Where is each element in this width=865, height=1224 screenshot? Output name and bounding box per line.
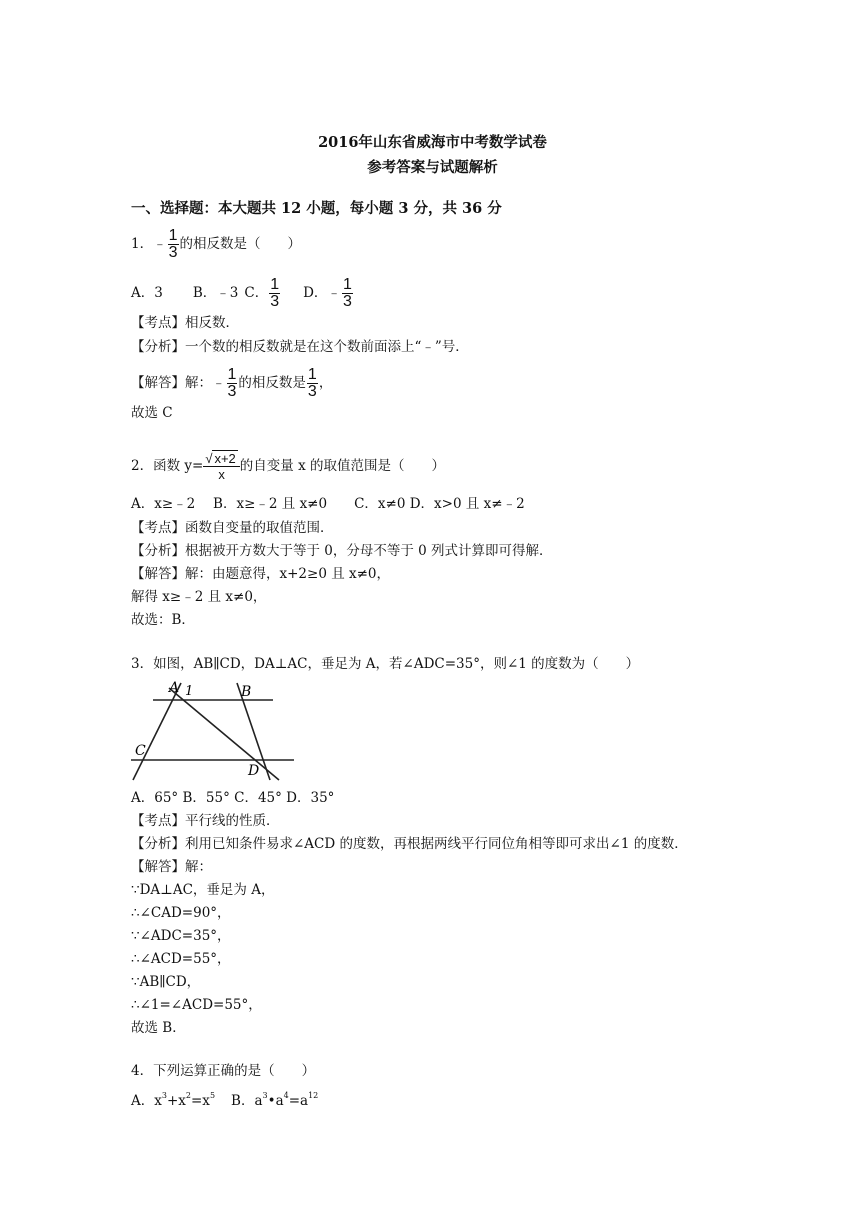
line-ad (169, 688, 279, 780)
document-subtitle: 参考答案与试题解析 (367, 159, 498, 176)
line-ac (133, 683, 181, 780)
q3-step-7: 故选 B． (131, 1020, 186, 1036)
q1-option-d: D．﹣ (303, 285, 341, 301)
document-title: 2016年山东省威海市中考数学试卷 (318, 134, 547, 151)
q1-option-c: C． (244, 285, 269, 301)
q3-options: A．65° B．55° C．45° D．35° (131, 790, 335, 806)
q1-jieda-mid: 的相反数是 (238, 375, 306, 391)
q1-frac-num: 1 (168, 227, 178, 244)
q4-b-result: =a (288, 1093, 309, 1109)
q3-step-3: ∵∠ADC=35°， (131, 928, 231, 944)
q4-options (131, 1086, 318, 1111)
q1-jieda (131, 367, 332, 400)
q1-jieda-num-2: 1 (307, 366, 317, 383)
q4-option-b-prefix: B． (231, 1093, 255, 1109)
q1-jieda-end: ， (318, 375, 333, 391)
q2-kaodian: 【考点】函数自变量的取值范围． (131, 520, 334, 536)
q3-figure (131, 678, 296, 783)
q4-option-a-prefix: A． (131, 1093, 155, 1109)
q2-stem-suffix: 的自变量 x 的取值范围是（ ） (239, 458, 445, 474)
q2-fenxi: 【分析】根据被开方数大于等于 0，分母不等于 0 列式计算即可得解． (131, 543, 553, 559)
q3-step-1: ∵DA⊥AC，垂足为 A， (131, 882, 275, 898)
q2-options: A．x≥﹣2 B．x≥﹣2 且 x≠0 C．x≠0 D．x>0 且 x≠﹣2 (131, 496, 525, 512)
label-c: C (135, 743, 146, 759)
q1-stem-suffix: 的相反数是（ ） (179, 236, 301, 252)
q1-jieda-num-1: 1 (227, 366, 237, 383)
q1-answer: 故选 C (131, 405, 173, 421)
q1-option-d-fraction (342, 277, 353, 310)
q1-options (131, 277, 354, 310)
q1-frac-den: 3 (168, 244, 178, 261)
label-a: A (169, 680, 180, 696)
q4-option-a (154, 1093, 215, 1109)
q4-stem: 4．下列运算正确的是（ ） (131, 1063, 316, 1079)
q4-a-exp-1: 3 (161, 1091, 167, 1100)
q4-a-exp-3: 5 (209, 1091, 216, 1100)
q2-frac-den: x (218, 467, 225, 482)
q4-a-base-2: +x (166, 1093, 186, 1109)
q1-jieda-den-2: 3 (307, 383, 317, 400)
q3-step-4: ∴∠ACD=55°， (131, 951, 231, 967)
q4-a-result: =x (191, 1093, 210, 1109)
q1-option-d-den: 3 (342, 293, 352, 310)
q4-option-b (254, 1093, 318, 1109)
q3-step-5: ∵AB∥CD， (131, 974, 201, 990)
q1-fraction (168, 228, 179, 261)
q1-jieda-fraction-1 (227, 367, 238, 400)
q1-option-b: B．﹣3 (192, 285, 239, 301)
q1-option-c-fraction (269, 277, 280, 310)
q1-jieda-den-1: 3 (227, 383, 237, 400)
q2-stem (131, 451, 445, 482)
q1-jieda-prefix: 【解答】解：﹣ (131, 375, 226, 391)
q3-step-2: ∴∠CAD=90°， (131, 905, 231, 921)
q2-prefix: 2．函数 y= (131, 458, 204, 474)
q2-frac-num: √ x+2 (203, 451, 239, 467)
q4-b-exp-3: 12 (308, 1091, 319, 1100)
q1-stem (131, 228, 301, 261)
q2-fraction (203, 451, 239, 482)
q3-kaodian: 【考点】平行线的性质． (131, 813, 280, 829)
label-b: B (241, 684, 252, 700)
q3-stem: 3．如图，AB∥CD，DA⊥AC，垂足为 A，若∠ADC=35°，则∠1 的度数为（ ） (131, 656, 640, 672)
q4-a-exp-2: 2 (185, 1091, 191, 1100)
q4-b-exp-2: 4 (283, 1091, 289, 1100)
q3-jieda: 【解答】解： (131, 859, 212, 875)
q4-b-exp-1: 3 (262, 1091, 268, 1100)
q2-answer: 故选：B． (131, 612, 195, 628)
q2-step: 解得 x≥﹣2 且 x≠0， (131, 589, 267, 605)
q1-jieda-fraction-2 (307, 367, 318, 400)
q1-option-a: A．3 (131, 285, 163, 301)
q1-option-c-den: 3 (270, 293, 280, 310)
q3-fenxi: 【分析】利用已知条件易求∠ACD 的度数，再根据两线平行同位角相等即可求出∠1 的度数． (131, 836, 688, 852)
q2-radicand: x+2 (214, 451, 236, 466)
q4-a-base-1: x (154, 1093, 162, 1109)
q3-step-6: ∴∠1=∠ACD=55°， (131, 997, 262, 1013)
q4-b-base-1: a (254, 1093, 263, 1109)
q1-option-d-num: 1 (342, 276, 352, 293)
label-d: D (248, 763, 260, 779)
q1-fenxi: 【分析】一个数的相反数就是在这个数前面添上“﹣”号． (131, 339, 469, 355)
q1-option-c-num: 1 (270, 276, 280, 293)
q4-b-base-2: •a (267, 1093, 284, 1109)
q1-prefix: 1．﹣ (131, 236, 167, 252)
q2-jieda: 【解答】解：由题意得，x+2≥0 且 x≠0， (131, 566, 391, 582)
label-1: 1 (185, 684, 194, 699)
q1-kaodian: 【考点】相反数． (131, 315, 239, 331)
section-heading: 一、选择题：本大题共 12 小题，每小题 3 分，共 36 分 (131, 200, 502, 217)
